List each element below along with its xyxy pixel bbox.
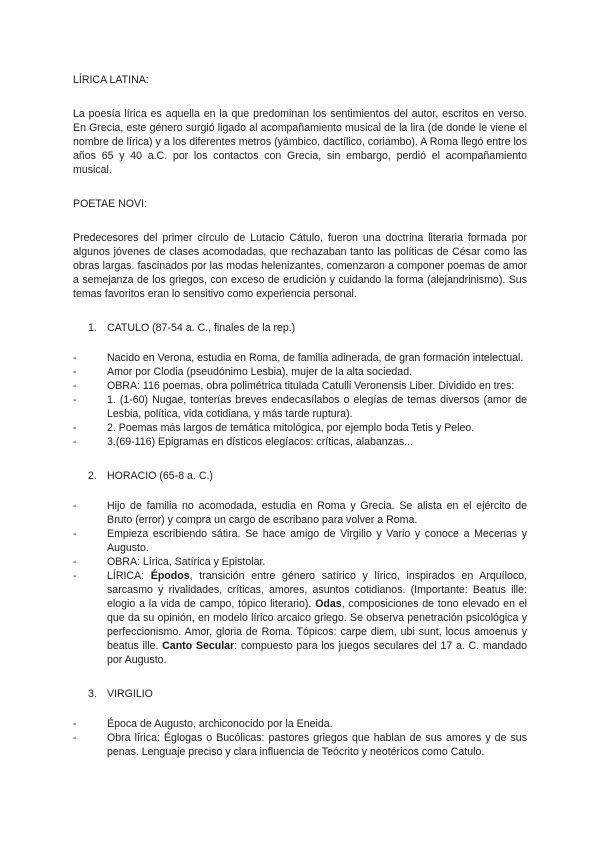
intro-paragraph: La poesía lírica es aquella en la que predominan los sentimientos del autor, escritos en verso. En Grecia, este género surgió ligado al acompañamiento musical de la lira (de donde le viene el nombre de lírica) y a los diferentes metros (yámbico, dactílico, coriambo). A Roma llegó entre los años 65 y 40 a.C. por los contactos con Grecia, sin embargo, perdió el acompañamiento musical. [73,108,527,176]
section-heading: HORACIO (65-8 a. C.) [107,470,213,482]
list-item: - Obra lírica: Églogas o Bucólicas: pastores griegos que hablan de sus amores y de sus penas. Lenguaje preciso y clara influencia de Teócrito y neotéricos como Catulo. [73,732,527,758]
dash-bullet: - [73,380,77,392]
page-title: LÍRICA LATINA: [73,74,149,86]
section-number: 3. [88,688,97,700]
list-item: - Hijo de familia no acomodada, estudia en Roma y Grecia. Se alista en el ejército de Bruto (error) y compra un cargo de escribano para volver a Roma. [73,500,527,526]
dash-bullet: - [73,570,77,582]
dash-bullet: - [73,366,77,378]
document-body [73,73,527,779]
epodos-term: Épodos [150,570,190,582]
section-virgilio-title [73,687,527,701]
list-item: - Empieza escribiendo sátira. Se hace amigo de Virgilio y Vario y conoce a Mecenas y Augusto. [73,528,527,554]
dash-bullet: - [73,718,77,730]
section-horacio-title [73,469,527,483]
list-item: - Nacido en Verona, estudia en Roma, de familia adinerada, de gran formación intelectual. [73,352,524,364]
dash-bullet: - [73,352,77,364]
odas-term: Odas [315,598,342,610]
section-number: 2. [88,470,97,482]
section-catulo-title [73,321,527,335]
list-item: - 1. (1-60) Nugae, tonterías breves endecasílabos o elegías de temas diversos (amor de Lesbia, política, vida cotidiana, y más tarde ruptura). [73,394,527,420]
section-number: 1. [88,322,97,334]
poetae-novi-heading: POETAE NOVI: [73,198,147,210]
canto-secular-term: Canto Secular [162,640,235,652]
list-item: - 3.(69-116) Epigramas en dísticos elegíacos: críticas, alabanzas... [73,436,413,448]
section-heading: VIRGILIO [107,688,153,700]
list-item-lirica [73,569,527,667]
dash-bullet: - [73,422,77,434]
catulo-list [73,351,527,449]
list-item: - 2. Poemas más largos de temática mitológica, por ejemplo boda Tetis y Peleo. [73,422,475,434]
dash-bullet: - [73,528,77,540]
dash-bullet: - [73,500,77,512]
virgilio-list [73,717,527,759]
dash-bullet: - [73,732,77,744]
dash-bullet: - [73,436,77,448]
list-item: - Época de Augusto, archiconocido por la Eneida. [73,718,333,730]
list-item: - Amor por Clodia (pseudónimo Lesbia), mujer de la alta sociedad. [73,366,413,378]
list-item: - OBRA: Lírica, Satírica y Epistolar. [73,556,266,568]
horacio-list [73,499,527,667]
poetae-novi-paragraph: Predecesores del primer círculo de Lutacio Cátulo, fueron una doctrina literaria formada por algunos jóvenes de clases acomodadas, que rechazaban tanto las políticas de César como las obras largas. fascinados por las modas helenizantes, comenzaron a componer poemas de amor a semejanza de los griegos, con exceso de erudición y cuidando la forma (alejandrinismo). Sus temas favoritos eran lo sensitivo como experiencia personal. [73,232,527,300]
list-item: - OBRA: 116 poemas, obra polimétrica titulada Catulli Veronensis Liber. Dividido en tres: [73,380,515,392]
lirica-text: LÍRICA: Épodos, transición entre género satírico y lírico, inspirados en Arquíloco, sarcasmo y rivalidades, críticas, amores, asuntos cotidianos. (Importante: Beatus ille: elogio a la vida de campo, tópico literario). Odas, composiciones de tono elevado en el que da su opinión, en modelo lírico arcaico griego. Se observa penetración psicológica y perfeccionismo. Amor, gloria de Roma. Tópicos: carpe diem, ubi sunt, locus amoenus y beatus ille. Canto Secular: compuesto para los juegos seculares del 17 a. C. mandado por Augusto. [107,570,527,666]
dash-bullet: - [73,394,77,406]
dash-bullet: - [73,556,77,568]
section-heading: CATULO (87-54 a. C., finales de la rep.) [107,322,296,334]
